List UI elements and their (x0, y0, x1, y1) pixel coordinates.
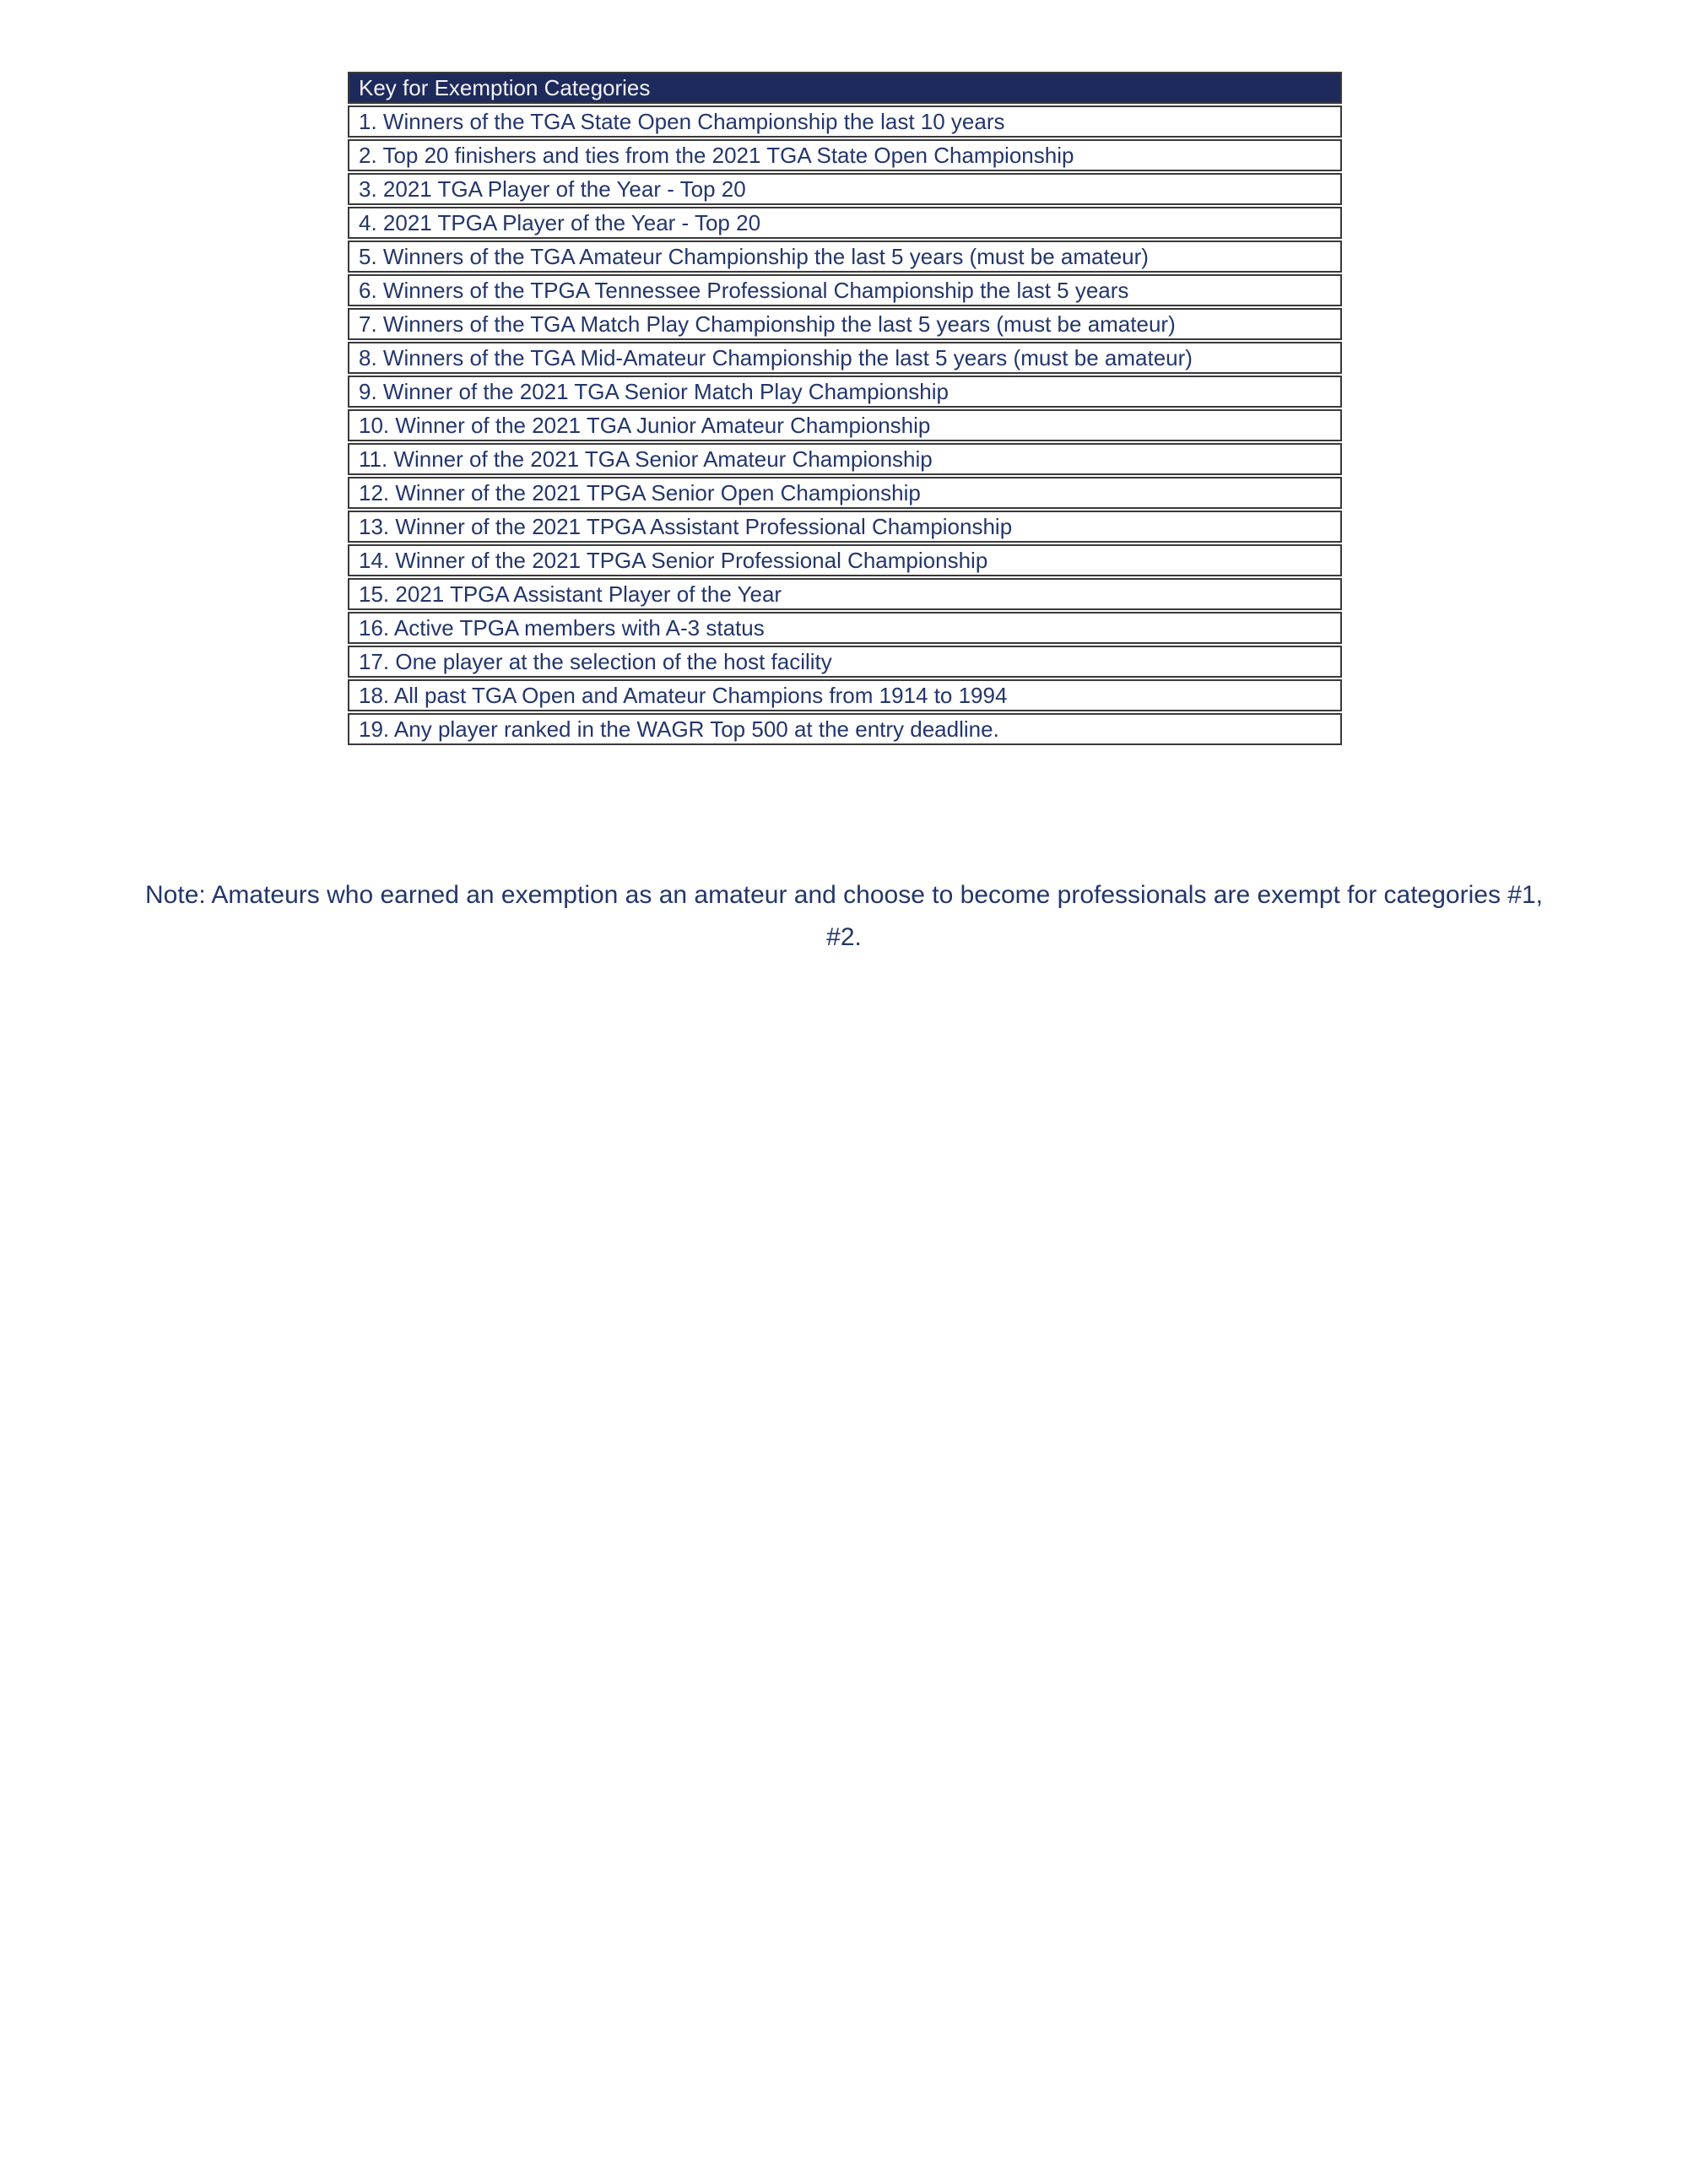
table-row: 8. Winners of the TGA Mid-Amateur Championship the last 5 years (must be amateur) (348, 342, 1342, 374)
table-row: 14. Winner of the 2021 TPGA Senior Professional Championship (348, 544, 1342, 576)
table-row: 17. One player at the selection of the host facility (348, 646, 1342, 678)
table-row: 1. Winners of the TGA State Open Championship the last 10 years (348, 105, 1342, 138)
table-row: 7. Winners of the TGA Match Play Championship the last 5 years (must be amateur) (348, 308, 1342, 340)
table-row: 6. Winners of the TPGA Tennessee Professional Championship the last 5 years (348, 274, 1342, 306)
table-row: 4. 2021 TPGA Player of the Year - Top 20 (348, 207, 1342, 239)
table-row: 16. Active TPGA members with A-3 status (348, 612, 1342, 644)
table-row: 10. Winner of the 2021 TGA Junior Amateur Championship (348, 409, 1342, 441)
note-line: Note: Amateurs who earned an exemption as an amateur and choose to become professionals are exempt for categories #1, (145, 881, 1543, 909)
note-line: #2. (826, 923, 862, 951)
table-row: 11. Winner of the 2021 TGA Senior Amateur Championship (348, 443, 1342, 475)
table-row: 13. Winner of the 2021 TPGA Assistant Professional Championship (348, 511, 1342, 543)
table-row: 18. All past TGA Open and Amateur Champions from 1914 to 1994 (348, 679, 1342, 711)
table-row: 9. Winner of the 2021 TGA Senior Match Play Championship (348, 376, 1342, 408)
exemption-key-table (348, 72, 1342, 747)
table-row: 12. Winner of the 2021 TPGA Senior Open Championship (348, 477, 1342, 509)
table-row: 5. Winners of the TGA Amateur Championship the last 5 years (must be amateur) (348, 241, 1342, 273)
table-row: 19. Any player ranked in the WAGR Top 500 at the entry deadline. (348, 713, 1342, 745)
table-row: 3. 2021 TGA Player of the Year - Top 20 (348, 173, 1342, 205)
table-row: 2. Top 20 finishers and ties from the 2021 TGA State Open Championship (348, 139, 1342, 171)
amateur-exemption-note (0, 874, 1688, 959)
table-header: Key for Exemption Categories (348, 72, 1342, 104)
table-row: 15. 2021 TPGA Assistant Player of the Year (348, 578, 1342, 610)
